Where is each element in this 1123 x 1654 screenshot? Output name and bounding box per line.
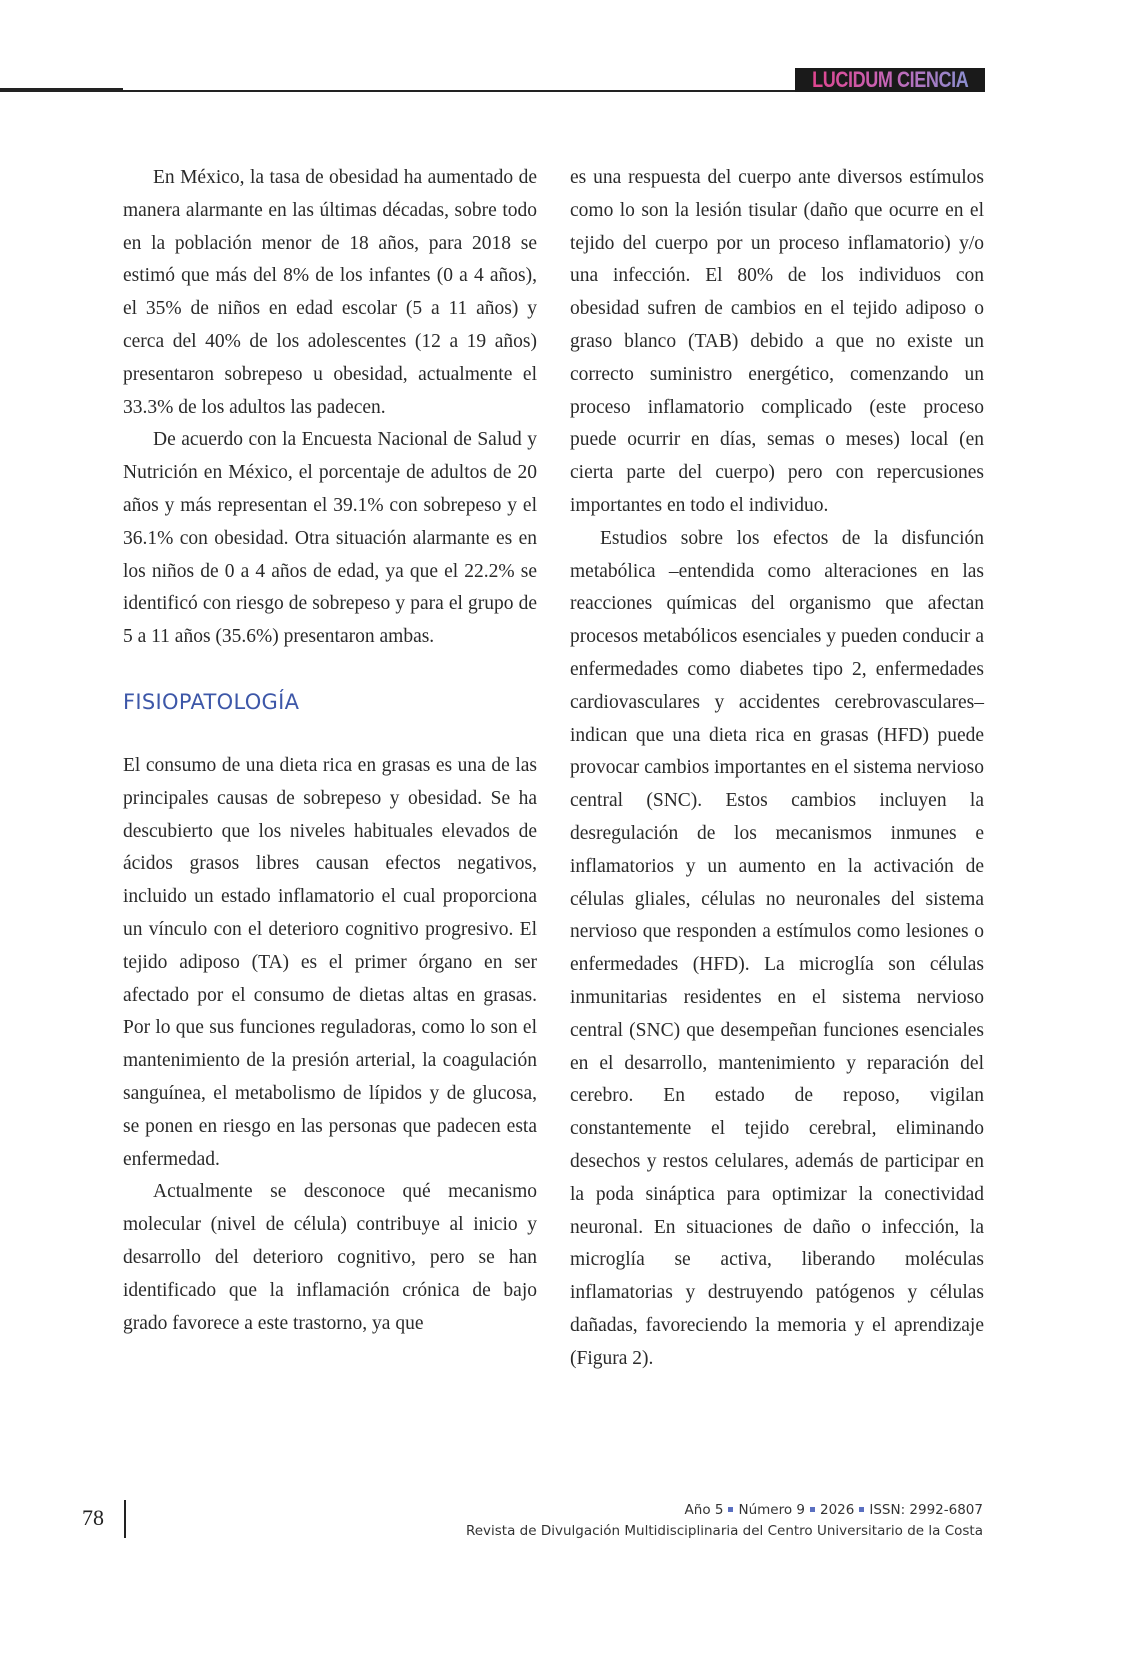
paragraph: El consumo de una dieta rica en grasas es una de las principales causas de sobrepeso y obesidad. Se ha descubierto que los niveles habituales elevados de ácidos grasos libres causan efectos negativos, incluido un estado inflamatorio el cual proporciona un vínculo con el deterioro cognitivo progresivo. El tejido adiposo (TA) es el primer órgano en ser afectado por el consumo de dietas altas en grasas. Por lo que sus funciones reguladoras, como lo son el mantenimiento de la presión arterial, la coagulación sanguínea, el metabolismo de lípidos y de glucosa, se ponen en riesgo en las personas que padecen esta enfermedad.	[123, 754, 537, 1170]
paragraph: En México, la tasa de obesidad ha aumentado de manera alarmante en las últimas décadas, sobre todo en la población menor de 18 años, para 2018 se estimó que más del 8% de los infantes (0 a 4 años), el 35% de niños en edad escolar (5 a 11 años) y cerca del 40% de los adolescentes (12 a 19 años) presentaron sobrepeso u obesidad, actualmente el 33.3% de los adultos las padecen.	[123, 167, 537, 418]
square-bullet-icon	[810, 1507, 815, 1512]
journal-brand-label: LUCIDUM CIENCIA	[811, 67, 969, 92]
right-column	[570, 162, 984, 1375]
paragraph: De acuerdo con la Encuesta Nacional de Salud y Nutrición en México, el porcentaje de adultos de 20 años y más representan el 39.1% con sobrepeso y el 36.1% con obesidad. Otra situación alarmante es en los niños de 0 a 4 años de edad, ya que el 22.2% se identificó con riesgo de sobrepeso y para el grupo de 5 a 11 años (35.6%) presentaron ambas.	[123, 429, 537, 648]
journal-brand-badge	[795, 68, 985, 92]
section-heading: FISIOPATOLOGÍA	[123, 689, 300, 714]
issn: ISSN: 2992-6807	[869, 1502, 983, 1518]
square-bullet-icon	[728, 1507, 733, 1512]
paragraph: Estudios sobre los efectos de la disfunción metabólica –entendida como alteraciones en las reacciones químicas del organismo que afectan procesos metabólicos esenciales y pueden conducir a enfermedades como diabetes tipo 2, enfermedades cardiovasculares y accidentes cerebrovasculares– indican que una dieta rica en grasas (HFD) puede provocar cambios importantes en el sistema nervioso central (SNC). Estos cambios incluyen la desregulación de los mecanismos inmunes e inflamatorios y un aumento en la activación de células gliales, células no neuronales del sistema nervioso que responden a estímulos como lesiones o enfermedades (HFD). La microglía son células inmunitarias residentes en el sistema nervioso central (SNC) que desempeñan funciones esenciales en el desarrollo, mantenimiento y reparación del cerebro. En estado de reposo, vigilan constantemente el tejido cerebral, eliminando desechos y restos celulares, además de participar en la poda sináptica para optimizar la conectividad neuronal. En situaciones de daño o infección, la microglía se activa, liberando moléculas inflamatorias y destruyendo patógenos y células dañadas, favoreciendo la memoria y el aprendizaje (Figura 2).	[570, 527, 984, 1369]
footer-divider	[124, 1500, 126, 1538]
issue-info	[466, 1500, 983, 1521]
left-column	[123, 162, 537, 1340]
journal-name: Revista de Divulgación Multidisciplinaria del Centro Universitario de la Costa	[465, 1523, 983, 1539]
header-rule-accent	[0, 88, 123, 92]
paragraph: es una respuesta del cuerpo ante diversos estímulos como lo son la lesión tisular (daño que ocurre en el tejido del cuerpo por un proceso inflamatorio) y/o una infección. El 80% de los individuos con obesidad sufren de cambios en el tejido adiposo o graso blanco (TAB) debido a que no existe un correcto suministro energético, comenzando un proceso inflamatorio complicado (este proceso puede ocurrir en días, semas o meses) local (en cierta parte del cuerpo) pero con repercusiones importantes en todo el individuo.	[570, 167, 984, 516]
issue-number: Número 9	[738, 1502, 805, 1518]
paragraph: Actualmente se desconoce qué mecanismo molecular (nivel de célula) contribuye al inicio y desarrollo del deterioro cognitivo, pero se han identificado que la inflamación crónica de bajo grado favorece a este trastorno, ya que	[123, 1181, 537, 1334]
issue-date: 2026	[819, 1502, 855, 1518]
footer-meta	[466, 1500, 983, 1542]
square-bullet-icon	[859, 1507, 864, 1512]
issue-year: Año 5	[684, 1502, 724, 1518]
page-number: 78	[82, 1505, 104, 1530]
